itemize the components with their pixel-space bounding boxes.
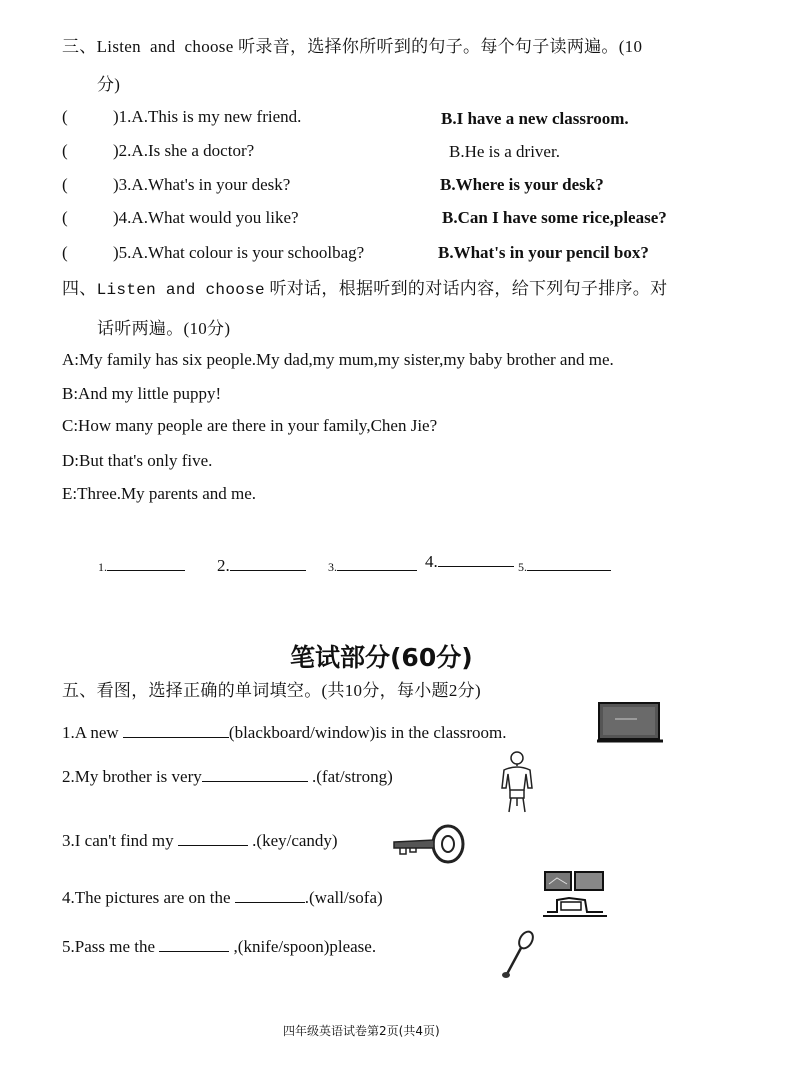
- dialogue-sentence-d: D:But that's only five.: [62, 451, 213, 470]
- section3-heading-cont: 分): [97, 75, 121, 94]
- fill-blank[interactable]: [202, 767, 308, 782]
- option-b: B.I have a new classroom.: [441, 109, 629, 128]
- answer-paren[interactable]: (: [62, 208, 68, 227]
- option-a: )1.A.This is my new friend.: [113, 107, 302, 126]
- order-blank-4[interactable]: 4.: [425, 552, 514, 572]
- fill-blank[interactable]: [123, 723, 229, 738]
- fill-item-2: 2.My brother is very .(fat/strong): [62, 767, 393, 786]
- section4-heading-cont: 话听两遍。(10分): [97, 319, 231, 338]
- dialogue-sentence-c: C:How many people are there in your family,Chen Jie?: [62, 416, 438, 435]
- dialogue-sentence-b: B:And my little puppy!: [62, 384, 222, 403]
- answer-paren[interactable]: (: [62, 141, 68, 160]
- option-b: B.Can I have some rice,please?: [442, 208, 667, 227]
- key-icon: [392, 822, 466, 866]
- option-a: )5.A.What colour is your schoolbag?: [113, 243, 365, 262]
- option-a: )4.A.What would you like?: [113, 208, 299, 227]
- order-blank-3[interactable]: 3.: [328, 556, 417, 576]
- blackboard-icon: [597, 701, 663, 745]
- strong-man-icon: [498, 750, 536, 814]
- fill-blank[interactable]: [178, 831, 248, 846]
- order-blank-1[interactable]: 1.: [98, 556, 185, 576]
- section4-heading: 四、Listen and choose 听对话，根据听到的对话内容，给下列句子排序。对: [62, 279, 668, 299]
- spoon-icon: [497, 928, 537, 982]
- fill-item-5: 5.Pass me the ,(knife/spoon)please.: [62, 937, 377, 956]
- section3-heading: 三、Listen and choose 听录音，选择你所听到的句子。每个句子读两遍。(10: [62, 37, 643, 56]
- dialogue-sentence-a: A:My family has six people.My dad,my mum,my sister,my baby brother and me.: [62, 350, 614, 369]
- answer-paren[interactable]: (: [62, 107, 68, 126]
- page-footer: 四年级英语试卷第2页(共4页): [283, 1024, 440, 1038]
- order-blank-2[interactable]: 2.: [217, 556, 306, 576]
- option-b: B.He is a driver.: [449, 142, 560, 161]
- fill-item-3: 3.I can't find my .(key/candy): [62, 831, 338, 850]
- pictures-on-wall-icon: [543, 870, 607, 922]
- option-b: B.What's in your pencil box?: [438, 243, 649, 262]
- fill-item-1: 1.A new (blackboard/window)is in the classroom.: [62, 723, 507, 742]
- answer-paren[interactable]: (: [62, 175, 68, 194]
- section5-heading: 五、看图，选择正确的单词填空。(共10分，每小题2分): [62, 681, 481, 700]
- order-blank-5[interactable]: 5.: [518, 556, 611, 576]
- option-a: )2.A.Is she a doctor?: [113, 141, 255, 160]
- fill-item-4: 4.The pictures are on the .(wall/sofa): [62, 888, 383, 907]
- dialogue-sentence-e: E:Three.My parents and me.: [62, 484, 257, 503]
- option-a: )3.A.What's in your desk?: [113, 175, 291, 194]
- written-section-title: 笔试部分(60分): [290, 643, 473, 672]
- option-b: B.Where is your desk?: [440, 175, 604, 194]
- answer-paren[interactable]: (: [62, 243, 68, 262]
- fill-blank[interactable]: [159, 937, 229, 952]
- fill-blank[interactable]: [235, 888, 305, 903]
